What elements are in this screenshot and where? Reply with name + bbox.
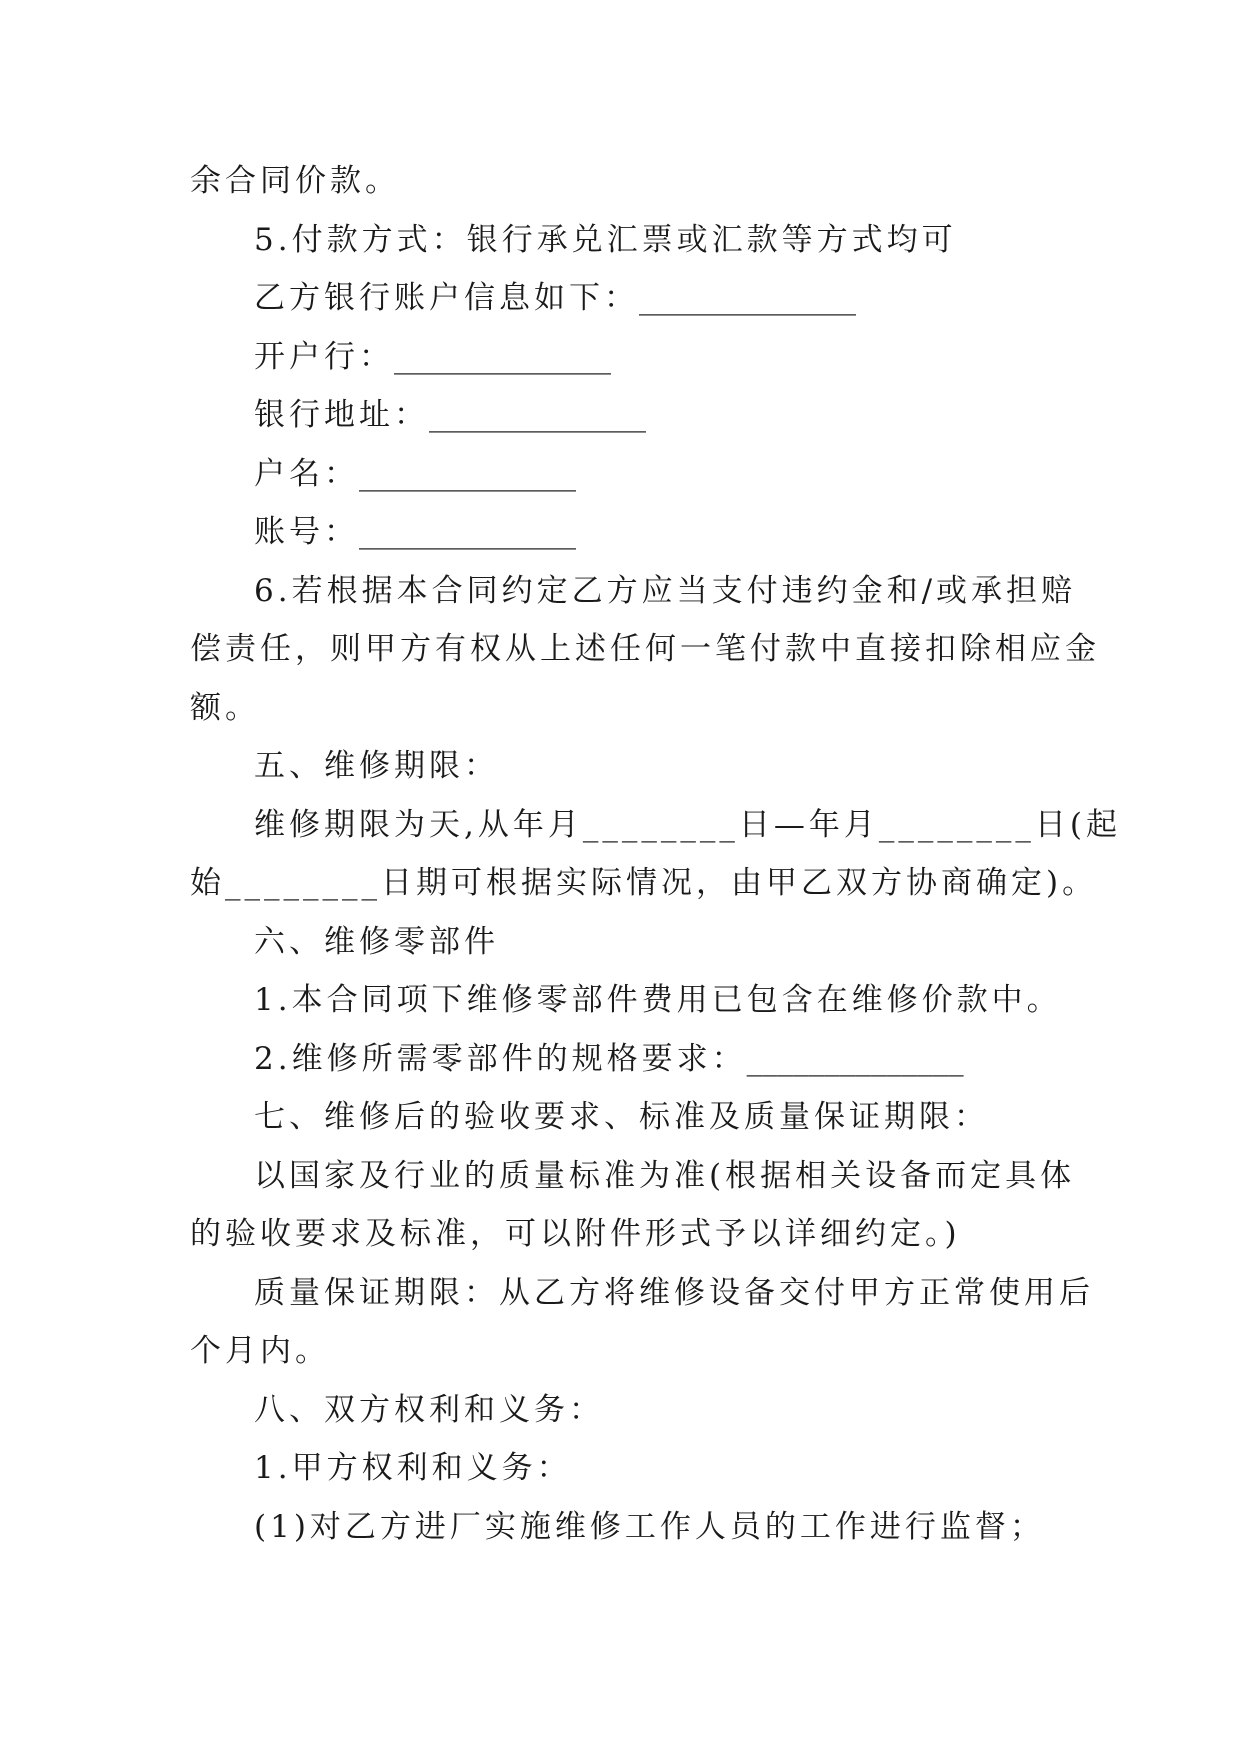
paragraph-line: 个月内。 <box>190 1333 330 1369</box>
paragraph-line: 1.本合同项下维修零部件费用已包含在维修价款中。 <box>254 982 1062 1018</box>
paragraph-line: 偿责任，则甲方有权从上述任何一笔付款中直接扣除相应金 <box>190 631 1100 667</box>
section-heading: 六、维修零部件 <box>254 923 499 960</box>
paragraph-line: 始________日期可根据实际情况，由甲乙双方协商确定)。 <box>190 865 1098 901</box>
section-heading: 五、维修期限： <box>254 748 499 784</box>
fill-blank: ______________ <box>359 455 576 492</box>
paragraph-line: 质量保证期限：从乙方将维修设备交付甲方正常使用后 <box>254 1274 1094 1311</box>
paragraph-line: 的验收要求及标准，可以附件形式予以详细约定。) <box>190 1216 961 1252</box>
fill-blank: ______________ <box>639 280 856 316</box>
paragraph-line: 6.若根据本合同约定乙方应当支付违约金和/或承担赔 <box>254 572 1077 609</box>
paragraph-line: 以国家及行业的质量标准为准(根据相关设备而定具体 <box>254 1157 1076 1194</box>
paragraph-line: (1)对乙方进厂实施维修工作人员的工作进行监督； <box>254 1508 1045 1545</box>
paragraph-line: 1.甲方权利和义务： <box>254 1450 572 1486</box>
paragraph-line: 维修期限为天,从年月________日—年月________日(起 <box>254 806 1121 843</box>
section-heading: 七、维修后的验收要求、标准及质量保证期限： <box>254 1099 989 1135</box>
account-name-line: 户名：______________ <box>254 455 576 492</box>
bank-address-line: 银行地址：______________ <box>254 397 646 433</box>
bank-branch-line: 开户行：______________ <box>254 338 611 375</box>
paragraph-line: 余合同价款。 <box>190 163 400 199</box>
bank-info-line: 乙方银行账户信息如下：______________ <box>254 280 856 316</box>
document-body <box>190 152 1121 1556</box>
parts-spec-line: 2.维修所需零部件的规格要求：______________ <box>254 1040 964 1077</box>
account-number-line: 账号：______________ <box>254 514 576 550</box>
paragraph-line: 5.付款方式：银行承兑汇票或汇款等方式均可 <box>254 221 957 258</box>
fill-blank: ______________ <box>359 514 576 550</box>
section-heading: 八、双方权利和义务： <box>254 1391 604 1428</box>
fill-blank: ______________ <box>429 397 646 433</box>
fill-blank: ______________ <box>394 338 611 375</box>
paragraph-line: 额。 <box>190 689 260 726</box>
fill-blank: ______________ <box>746 1040 964 1077</box>
